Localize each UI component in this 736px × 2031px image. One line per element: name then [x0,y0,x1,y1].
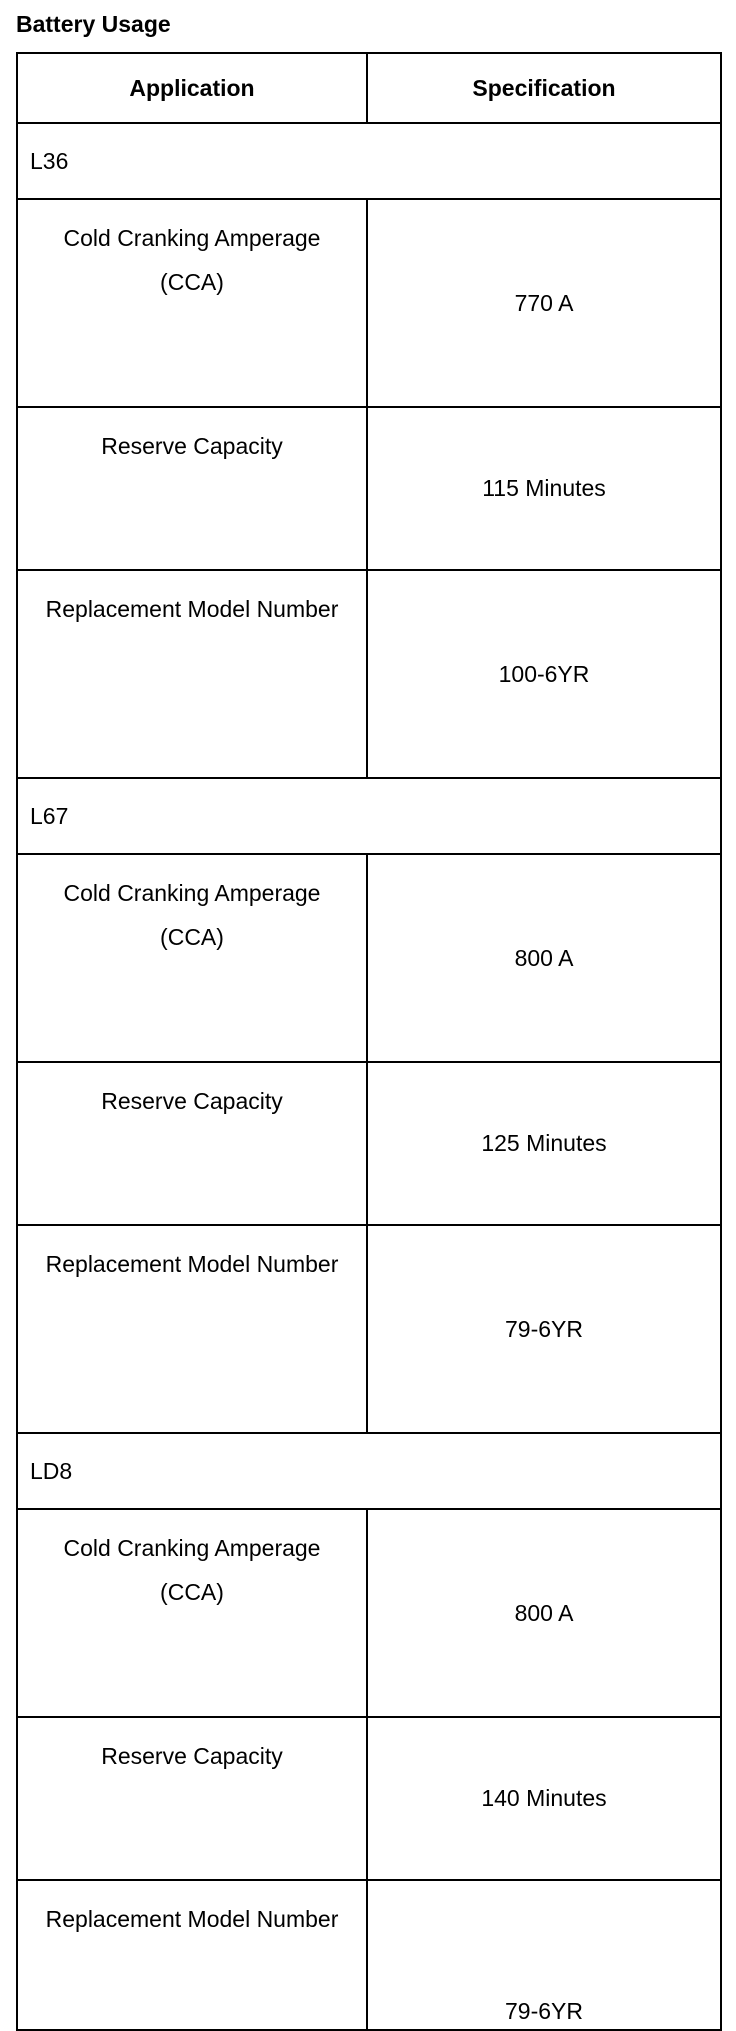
column-header-specification: Specification [367,53,721,123]
table-row [17,1062,721,1225]
row-label: Cold Cranking Amperage (CCA) [17,199,367,407]
row-value: 140 Minutes [367,1717,721,1880]
document-title: Battery Usage [16,11,171,37]
row-label: Reserve Capacity [17,1062,367,1225]
battery-usage-table [16,52,722,2031]
column-header-application: Application [17,53,367,123]
group-label: L67 [17,778,721,854]
row-label: Replacement Model Number [17,570,367,778]
table-row [17,1225,721,1433]
group-row-ld8 [17,1433,721,1509]
row-label: Reserve Capacity [17,1717,367,1880]
table-row [17,854,721,1062]
row-value: 800 A [367,854,721,1062]
row-value: 125 Minutes [367,1062,721,1225]
row-label: Cold Cranking Amperage (CCA) [17,854,367,1062]
group-row-l67 [17,778,721,854]
row-value: 100-6YR [367,570,721,778]
group-label: LD8 [17,1433,721,1509]
row-label: Cold Cranking Amperage (CCA) [17,1509,367,1717]
row-label: Replacement Model Number [17,1880,367,2030]
table-row [17,570,721,778]
table-row [17,1509,721,1717]
row-label: Replacement Model Number [17,1225,367,1433]
row-value: 79-6YR [367,1225,721,1433]
table-row [17,1880,721,2030]
group-label: L36 [17,123,721,199]
row-value: 770 A [367,199,721,407]
row-value: 800 A [367,1509,721,1717]
group-row-l36 [17,123,721,199]
row-value: 79-6YR [367,1880,721,2030]
table-row [17,407,721,570]
row-label: Reserve Capacity [17,407,367,570]
table-row [17,1717,721,1880]
row-value: 115 Minutes [367,407,721,570]
table-header-row [17,53,721,123]
table-row [17,199,721,407]
